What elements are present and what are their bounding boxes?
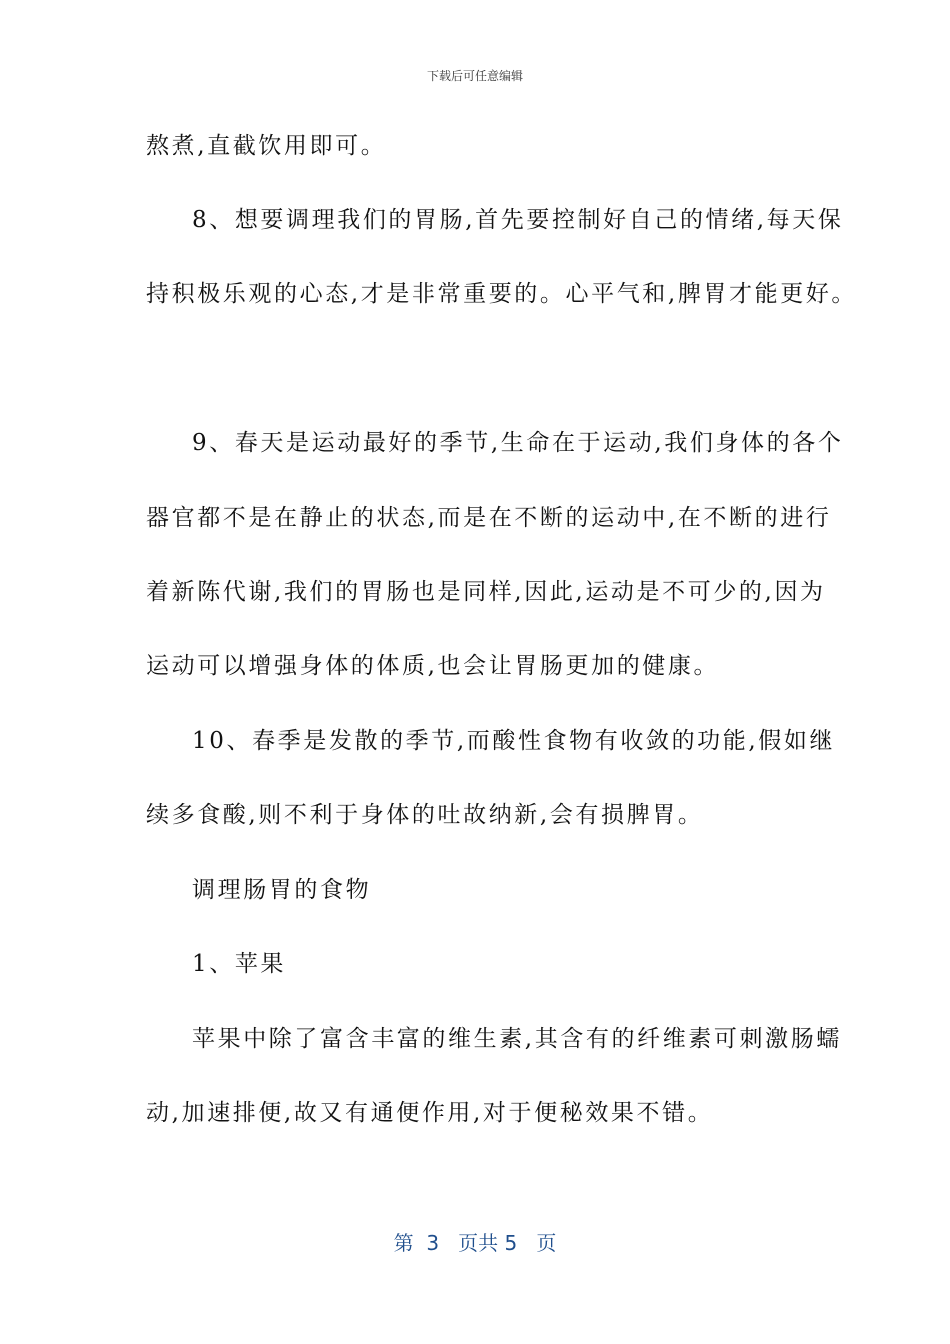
paragraph-line: 10、春季是发散的季节,而酸性食物有收敛的功能,假如继 — [192, 728, 836, 754]
paragraph-line: 8、想要调理我们的胃肠,首先要控制好自己的情绪,每天保 — [192, 207, 844, 233]
paragraph-line: 9、春天是运动最好的季节,生命在于运动,我们身体的各个 — [192, 430, 844, 456]
paragraph-line: 器官都不是在静止的状态,而是在不断的运动中,在不断的进行 — [146, 505, 832, 531]
paragraph-line: 持积极乐观的心态,才是非常重要的。心平气和,脾胃才能更好。 — [146, 281, 858, 307]
page-number-footer: 第 3 页共 5 页 — [393, 1231, 557, 1255]
section-heading: 调理肠胃的食物 — [192, 877, 372, 903]
paragraph-line: 着新陈代谢,我们的胃肠也是同样,因此,运动是不可少的,因为 — [146, 579, 826, 605]
paragraph-line: 运动可以增强身体的体质,也会让胃肠更加的健康。 — [146, 653, 720, 679]
paragraph-line: 熬煮,直截饮用即可。 — [146, 133, 387, 159]
paragraph-line: 苹果中除了富含丰富的维生素,其含有的纤维素可刺激肠蠕 — [192, 1026, 842, 1052]
paragraph-line: 动,加速排便,故又有通便作用,对于便秘效果不错。 — [146, 1100, 714, 1126]
item-heading: 1、苹果 — [192, 951, 287, 977]
paragraph-line: 续多食酸,则不利于身体的吐故纳新,会有损脾胃。 — [146, 802, 704, 828]
page-header: 下载后可任意编辑 — [426, 69, 523, 83]
